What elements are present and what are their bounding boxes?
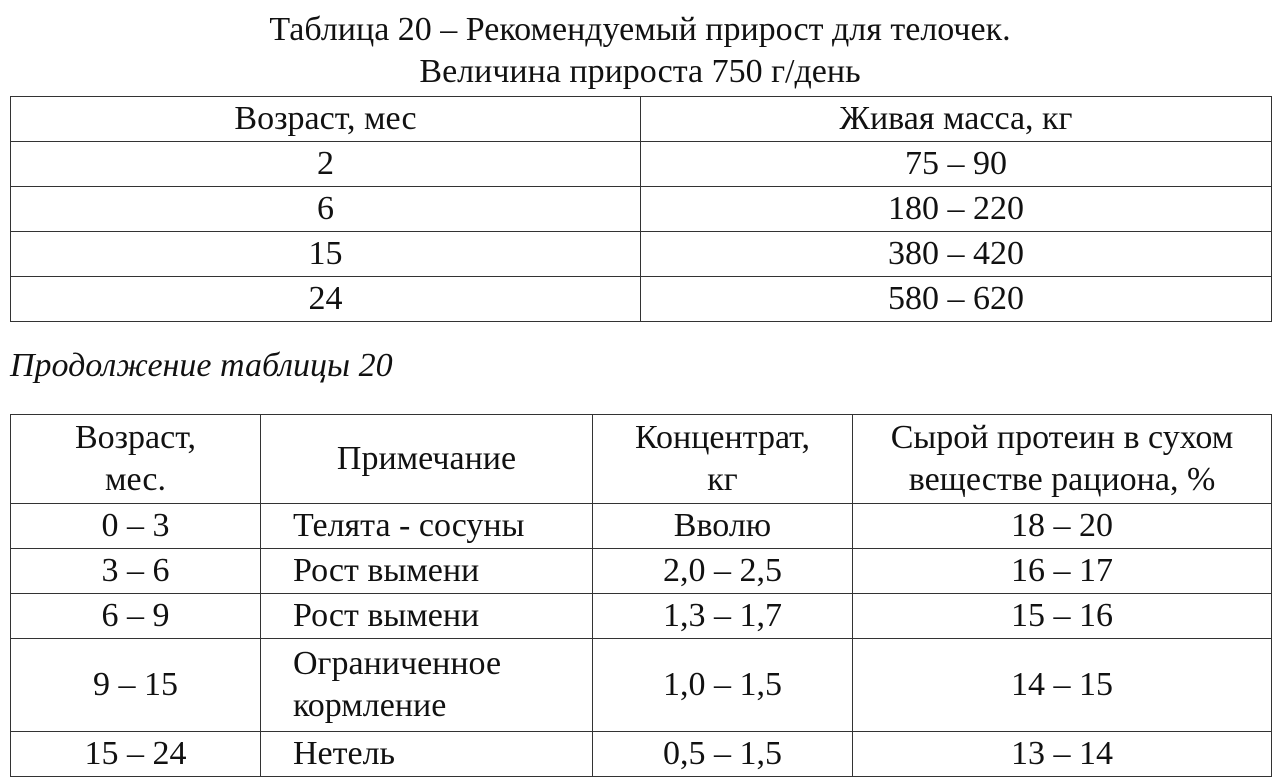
note-line: кормление [293,687,447,724]
column-header-age: Возраст, мес [11,97,641,142]
header-line: Концентрат, [635,419,810,456]
note-cell: Нетель [261,732,593,777]
table-row [11,277,1272,322]
header-line: мес. [104,461,167,498]
note-cell: Рост вымени [261,549,593,594]
weight-cell: 580 – 620 [641,277,1272,322]
table-row [11,639,1272,732]
header-row [11,415,1272,504]
column-header-age [11,415,261,504]
header-row [11,97,1272,142]
table-row [11,142,1272,187]
note-cell: Рост вымени [261,594,593,639]
concentrate-cell: 2,0 – 2,5 [593,549,853,594]
column-header-weight: Живая масса, кг [641,97,1272,142]
continuation-label: Продолжение таблицы 20 [10,347,393,384]
weight-cell: 180 – 220 [641,187,1272,232]
age-cell: 3 – 6 [11,549,261,594]
table-row [11,232,1272,277]
concentrate-cell: 1,0 – 1,5 [593,639,853,732]
column-header-note [261,415,593,504]
header-line: Возраст, [74,419,197,456]
age-cell: 9 – 15 [11,639,261,732]
table-caption-line-2: Величина прироста 750 г/день [419,53,861,90]
table-row [11,732,1272,777]
age-cell: 6 – 9 [11,594,261,639]
weight-cell: 75 – 90 [641,142,1272,187]
age-cell: 15 [11,232,641,277]
header-line: Сырой протеин в сухом [890,419,1234,456]
note-cell: Телята - сосуны [261,504,593,549]
concentrate-cell: Вволю [593,504,853,549]
header-line: Примечание [336,440,517,477]
table-row [11,549,1272,594]
note-cell [261,639,593,732]
header-line: кг [707,461,738,498]
column-header-protein [853,415,1272,504]
protein-cell: 15 – 16 [853,594,1272,639]
protein-cell: 13 – 14 [853,732,1272,777]
concentrate-cell: 0,5 – 1,5 [593,732,853,777]
age-cell: 0 – 3 [11,504,261,549]
protein-cell: 16 – 17 [853,549,1272,594]
note-line: Ограниченное [293,645,502,682]
column-header-concentrate [593,415,853,504]
protein-cell: 18 – 20 [853,504,1272,549]
protein-cell: 14 – 15 [853,639,1272,732]
ration-table [10,414,1272,777]
table-caption-line-1: Таблица 20 – Рекомендуемый прирост для телочек. [269,11,1011,48]
table-row [11,187,1272,232]
age-cell: 2 [11,142,641,187]
age-cell: 15 – 24 [11,732,261,777]
weight-cell: 380 – 420 [641,232,1272,277]
header-line: веществе рациона, % [908,461,1216,498]
table-row [11,504,1272,549]
concentrate-cell: 1,3 – 1,7 [593,594,853,639]
table-row [11,594,1272,639]
age-cell: 24 [11,277,641,322]
age-cell: 6 [11,187,641,232]
weight-table [10,96,1272,322]
